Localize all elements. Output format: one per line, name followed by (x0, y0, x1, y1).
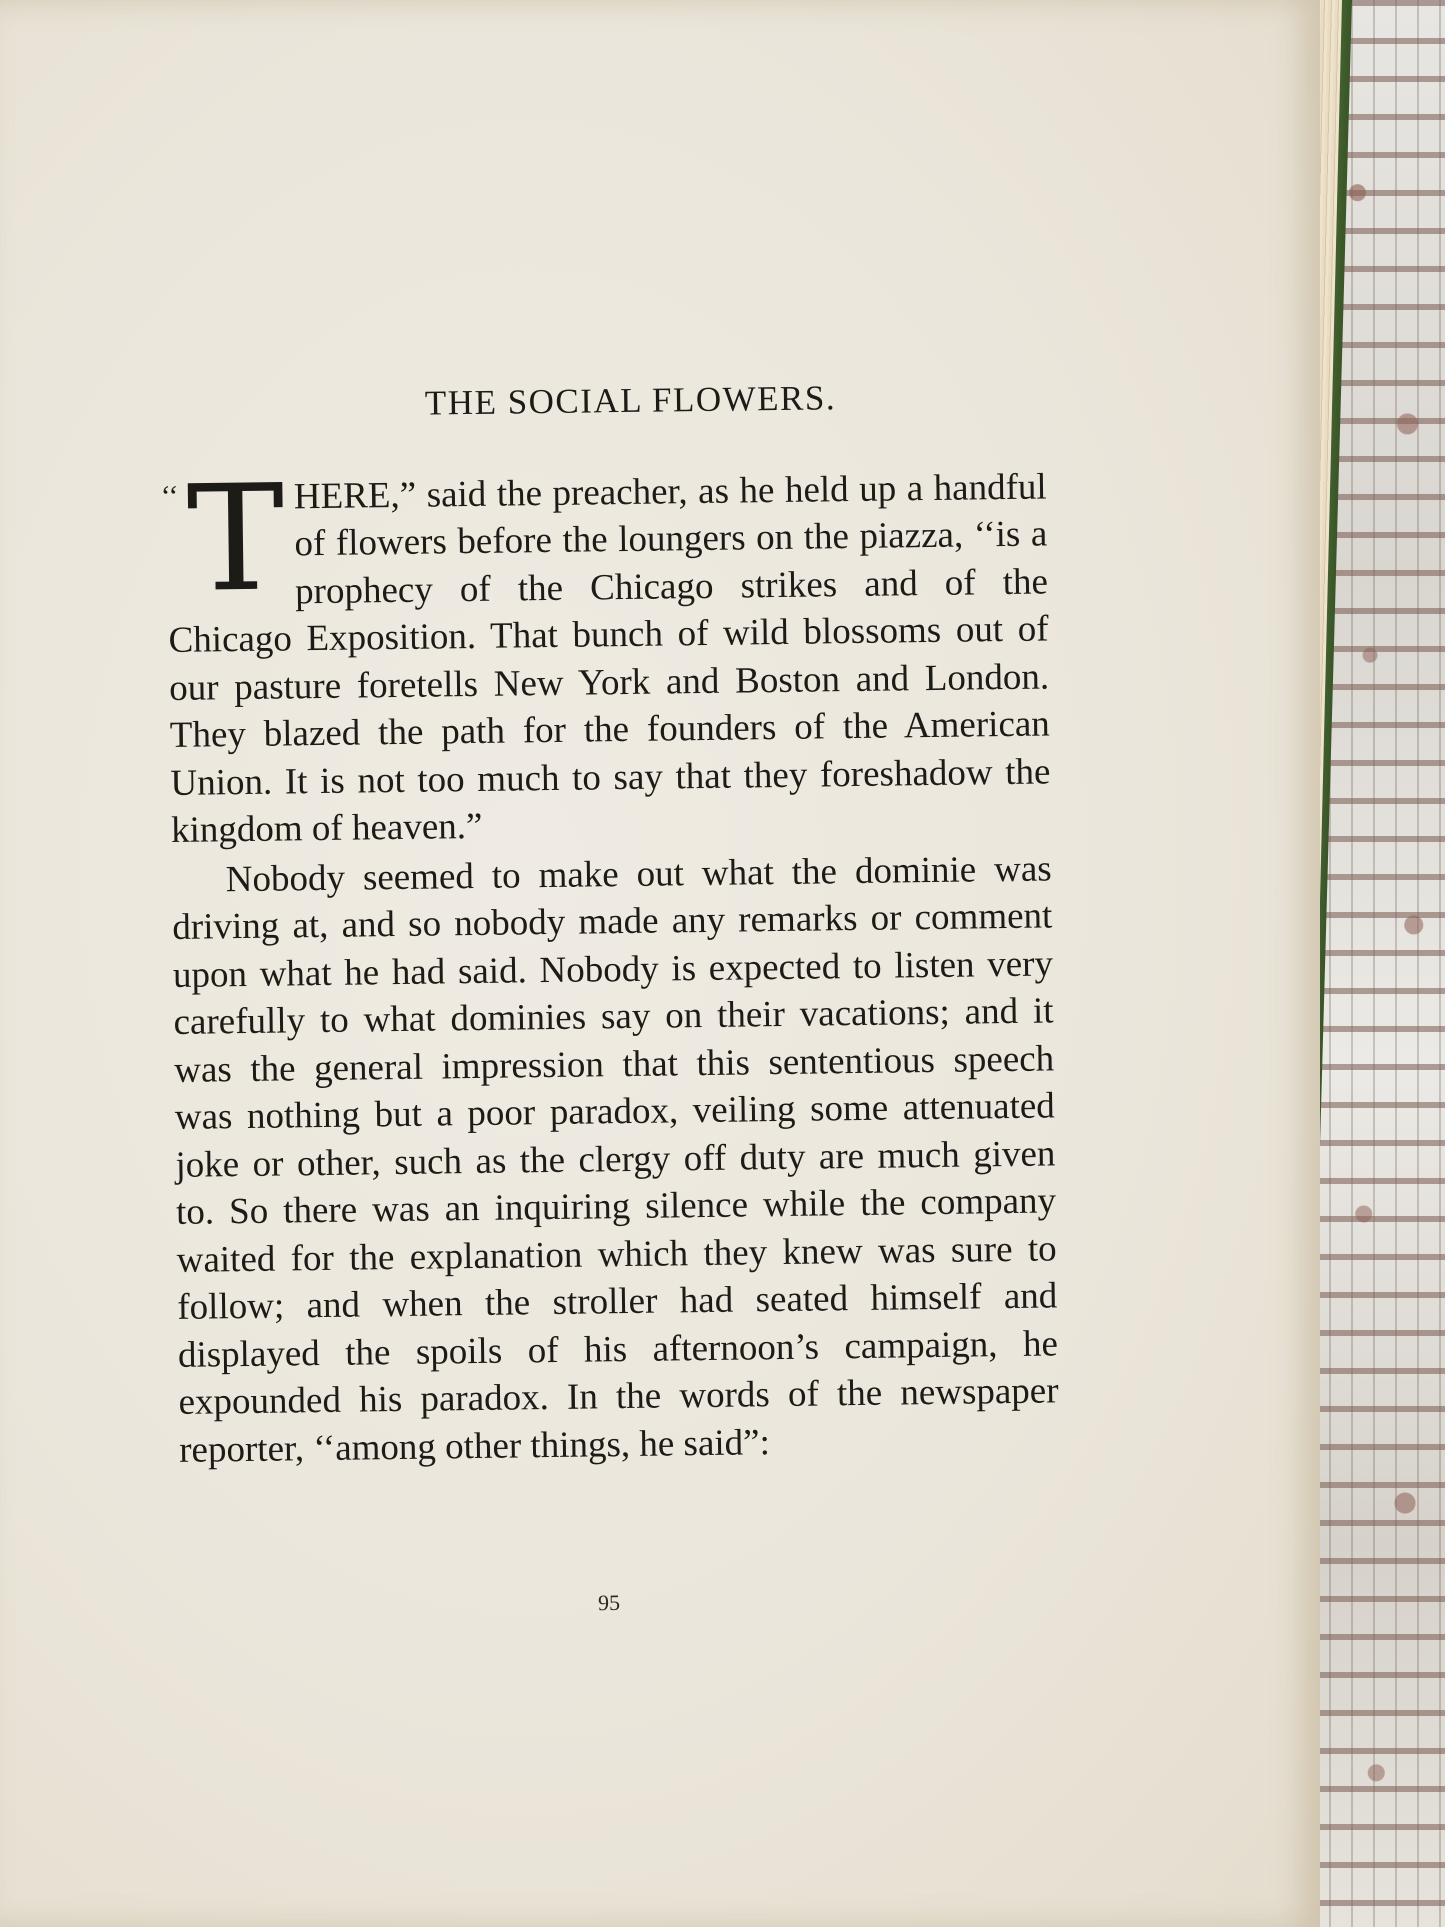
opening-quote: ‘‘ (160, 479, 179, 513)
paragraph-1-text: HERE,” said the preacher, as he held up a handful of flowers before the loungers on the piazza, ‘‘is a prophecy of the Chicago strikes and of the Chicago Exposition. That bunch of wild blossoms out of our pasture foretells New York and Boston and London. They blazed the path for the founders of the American Union. It is not too much to say that they foreshadow the kingdom of heaven.” (168, 465, 1051, 851)
chapter-title: THE SOCIAL FLOWERS. (424, 378, 837, 423)
page-content (160, 353, 1059, 1473)
page-number: 95 (597, 1589, 621, 1616)
paragraph-2: Nobody seemed to make out what the dominie was driving at, and so nobody made any remarks or comment upon what he had said. Nobody is expected to listen very carefully to what dominies say on their vacations; and it was the general impression that this sententious speech was nothing but a poor paradox, veiling some attenuated joke or other, such as the clergy off duty are much given to. So there was an inquiring silence while the company waited for the explanation which they knew was sure to follow; and when the stroller had seated himself and displayed the spoils of his afternoon’s campaign, he expounded his paradox. In the words of the newspaper reporter, ‘‘among other things, he said”: (172, 847, 1059, 1471)
drop-cap: T (185, 452, 286, 625)
paragraph-1 (160, 452, 1051, 854)
